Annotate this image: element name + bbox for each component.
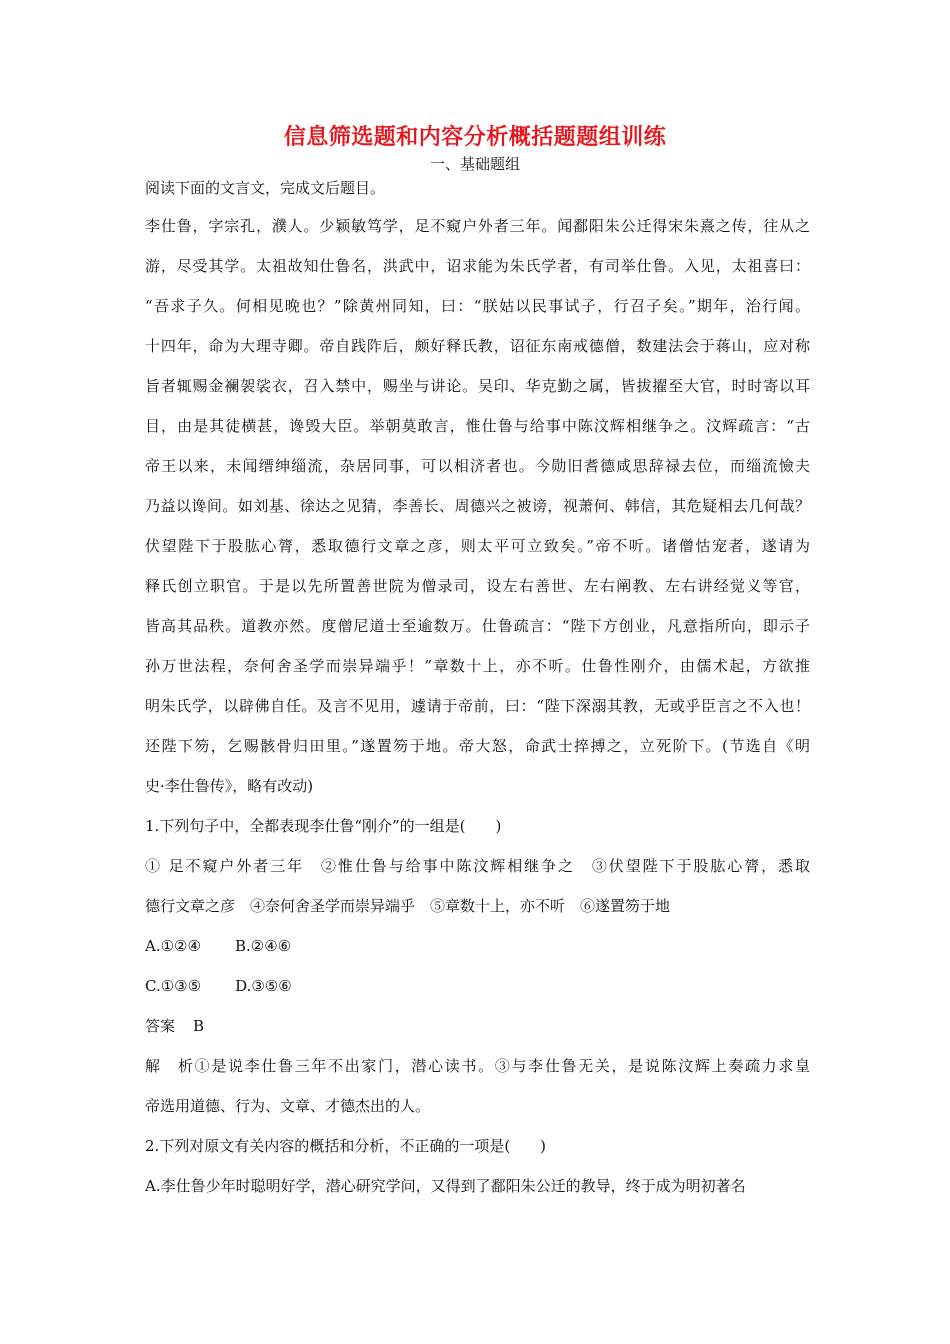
question-1 (145, 806, 810, 1126)
passage-line: 游，尽受其学。太祖故知仕鲁名，洪武中，诏求能为朱氏学者，有司举仕鲁。入见，太祖喜曰： (145, 257, 810, 275)
passage-line: “吾求子久。何相见晚也？”除黄州同知，曰：“朕姑以民事试子，行召子矣。”期年，治行闻。 (145, 297, 810, 315)
question-2-option-a: A.李仕鲁少年时聪明好学，潜心研究学问，又得到了鄱阳朱公迁的教导，终于成为明初著名 (145, 1177, 746, 1195)
classical-passage (145, 206, 810, 806)
question-1-items: 德行文章之彦 ④奈何舍圣学而崇异端乎 ⑤章数十上，亦不听 ⑥遂置笏于地 (145, 897, 671, 915)
option-c: C.①③⑤ (145, 977, 202, 995)
option-d: D.③⑤⑥ (235, 977, 292, 995)
analysis-label: 解析 (145, 1057, 193, 1075)
analysis-line: 帝选用道德、行为、文章、才德杰出的人。 (145, 1097, 431, 1115)
passage-line: 明朱氏学，以辟佛自任。及言不见用，遽请于帝前，曰：“陛下深溺其教，无或乎臣言之不入也！ (145, 697, 810, 715)
passage-line: 史·李仕鲁传》，略有改动) (145, 777, 314, 795)
passage-line: 释氏创立职官。于是以先所置善世院为僧录司，设左右善世、左右阐教、左右讲经觉义等官， (145, 577, 810, 595)
passage-line: 乃益以谗间。如刘基、徐达之见猜，李善长、周德兴之被谤，视萧何、韩信，其危疑相去几何哉？ (145, 497, 810, 515)
document-body (145, 178, 810, 1206)
reading-instruction: 阅读下面的文言文，完成文后题目。 (145, 179, 386, 197)
answer-label: 答案 (145, 1017, 176, 1035)
question-1-options-row (145, 926, 810, 966)
question-2 (145, 1126, 810, 1206)
question-2-stem: 2.下列对原文有关内容的概括和分析，不正确的一项是( ) (145, 1137, 547, 1155)
question-1-options-row (145, 966, 810, 1006)
answer-value: B (193, 1017, 205, 1035)
question-1-items: ① 足不窥户外者三年 ②惟仕鲁与给事中陈汶辉相继争之 ③伏望陛下于股肱心膂，悉取 (145, 857, 810, 875)
passage-line: 还陛下笏，乞赐骸骨归田里。”遂置笏于地。帝大怒，命武士捽搏之，立死阶下。(节选自《明 (145, 737, 810, 755)
passage-line: 伏望陛下于股肱心膂，悉取德行文章之彦，则太平可立致矣。”帝不听。诸僧怙宠者，遂请为 (145, 537, 810, 555)
passage-line: 帝王以来，未闻缙绅缁流，杂居同事，可以相济者也。今勋旧耆德咸思辞禄去位，而缁流憸夫 (145, 457, 810, 475)
answer-line (145, 1006, 810, 1046)
passage-line: 李仕鲁，字宗孔，濮人。少颖敏笃学，足不窥户外者三年。闻鄱阳朱公迁得宋朱熹之传，往从之 (145, 217, 810, 235)
analysis-text: ①是说李仕鲁三年不出家门，潜心读书。③与李仕鲁无关，是说陈汶辉上奏疏力求皇 (193, 1057, 810, 1075)
option-b: B.②④⑥ (234, 937, 292, 955)
question-1-stem: 1.下列句子中，全都表现李仕鲁“刚介”的一组是( ) (145, 817, 502, 835)
passage-line: 旨者辄赐金襕袈裟衣，召入禁中，赐坐与讲论。吴印、华克勤之属，皆拔擢至大官，时时寄以耳 (145, 377, 810, 395)
option-a: A.①②④ (145, 937, 201, 955)
page-title: 信息筛选题和内容分析概括题题组训练 (283, 125, 667, 150)
passage-line: 孙万世法程，奈何舍圣学而崇异端乎！”章数十上，亦不听。仕鲁性刚介，由儒术起，方欲推 (145, 657, 810, 675)
passage-line: 目，由是其徒横甚，谗毁大臣。举朝莫敢言，惟仕鲁与给事中陈汶辉相继争之。汶辉疏言：“古 (145, 417, 810, 435)
passage-line: 十四年，命为大理寺卿。帝自践阼后，颇好释氏教，诏征东南戒德僧，数建法会于蒋山，应对称 (145, 337, 810, 355)
section-heading: 一、基础题组 (429, 155, 520, 173)
analysis-line (145, 1046, 810, 1086)
passage-line: 皆高其品秩。道教亦然。度僧尼道士至逾数万。仕鲁疏言：“陛下方创业，凡意指所向，即示子 (145, 617, 810, 635)
